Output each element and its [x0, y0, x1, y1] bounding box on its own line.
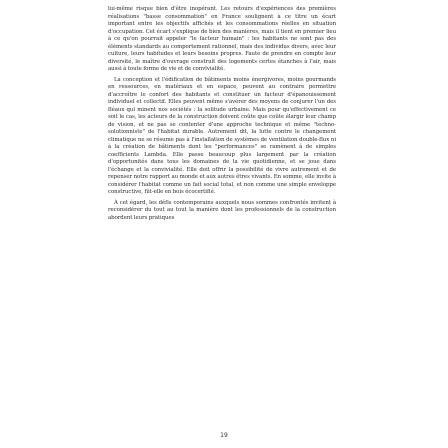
body-text [108, 6, 336, 222]
paragraph-3: À cet égard, les défis contemporains auxquels nous sommes confrontés invitent à reconsidérer du tout au tout la manière dont les professionnels de la construction abordent leurs pratiques [108, 199, 336, 221]
page-number: 19 [220, 432, 228, 439]
paragraph-2: La conception et l'édification de bâtiments moins énergivores, moins gourmands en ressources, en matériaux et en espace, peuvent au contraire permettre d'accroître le confort des habitants et constituer un facteur d'épanouissement individuel et collectif. Elles peuvent même s'avérer des moyens de conjurer l'un des fléaux qui minent nos sociétés : la solitude urbaine. Mais pour qu'effectivement ce soit le cas, les acteurs de la construction doivent coûte que coûte élargir leur champ de vision, et ne pas se contenter d'une approche technique et même "techno-solutionniste" de l'habitat durable. Autrement dit, la lutte contre le changement climatique ne se résume pas à l'installation de systèmes de ventilation double-flux ni à la création de bâtiments dont les "performances" se ramènent à de simples coefficients Lambda. Elle passe beaucoup plus largement par la création d'opportunités dans tous les domaines de la vie quotidienne, et se joue dans l'échange et la convivialité. Elle doit offrir la possibilité de vivre autrement et de repenser notre rapport au monde et aux autres êtres vivants. En somme, elle invite à considérer l'habitat comme un fait social total, et non comme une simple enveloppe constructive, fût-elle en bois écocertifié. [108, 76, 336, 195]
paragraph-1: lui-même risque bien d'être inopérant. Les retours d'expériences des premières réalisations "basse consommation" en France soulignent à ce titre un écart important entre les objectifs affichés et les consommations réelles en situation d'occupation. Cet écart s'explique de bien des manières, mais il tient en premier lieu à ce qu'on pourrait appeler "le facteur humain" : les habitants ne sont pas des éléments standards au comportement rationnel, mais des individus divers, avec leur culture, leurs habitudes et leurs besoins propres. Faute de prendre en compte leur diversité, le maître d'ouvrage construit des logements certes étanches à l'air, mais aussi à toute forme de vie et de convivialité. [108, 6, 336, 72]
